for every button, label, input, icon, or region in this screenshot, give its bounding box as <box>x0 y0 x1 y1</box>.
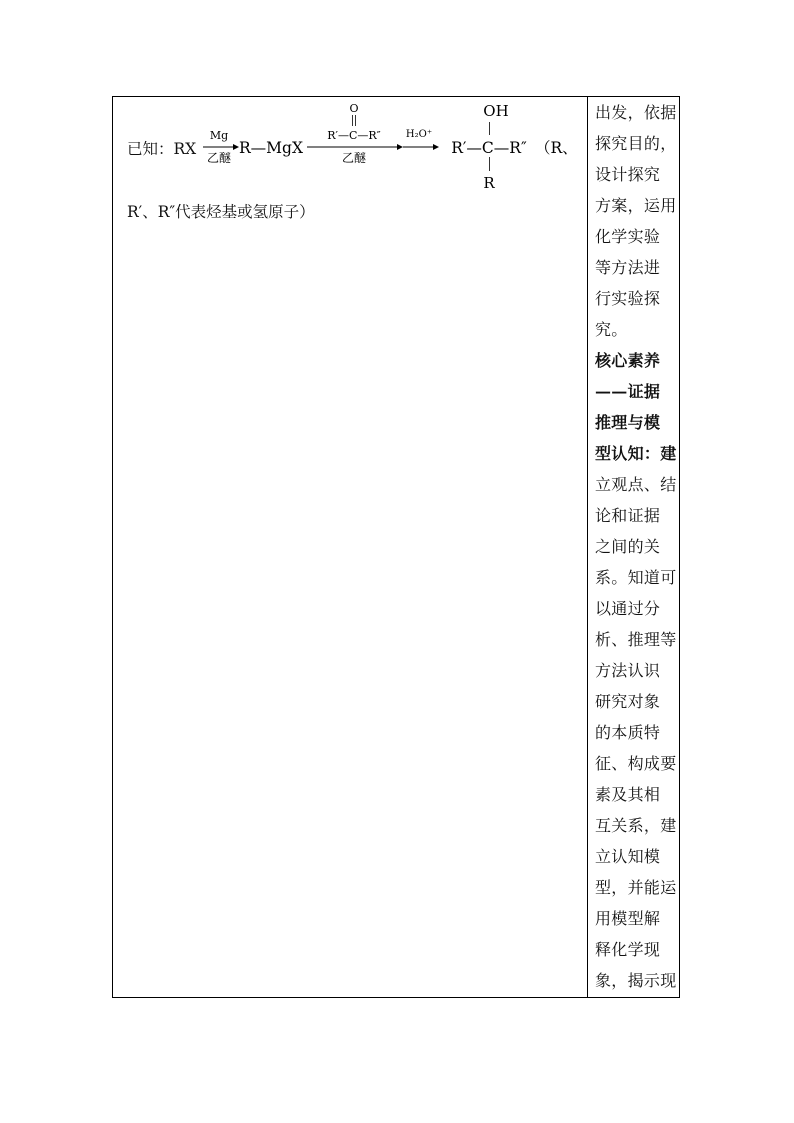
ketone-oxygen: O <box>349 102 359 115</box>
side-column-line: 型认知：建 <box>595 444 677 463</box>
side-column-line: 释化学现 <box>595 940 661 959</box>
side-column-line: 设计探究 <box>595 165 661 184</box>
side-column-line: 核心素养 <box>595 351 661 370</box>
content-table <box>112 96 680 998</box>
side-column-line: 征、构成要 <box>595 754 677 773</box>
side-column-line: 型，并能运 <box>595 878 677 897</box>
side-column-line: 的本质特 <box>595 723 661 742</box>
step1-solvent: 乙醚 <box>206 151 232 165</box>
grignard-reaction-scheme <box>113 97 587 207</box>
side-column-line: 之间的关 <box>595 537 661 556</box>
product-center: R′—C—R″ <box>451 139 527 157</box>
note-start: （R、 <box>535 139 578 157</box>
product-r: R <box>483 174 495 192</box>
arrow-2-head <box>397 144 403 150</box>
side-column-line: 论和证据 <box>595 506 661 525</box>
side-column-line: 探究目的， <box>595 134 677 153</box>
column-divider <box>587 97 588 997</box>
side-column-line: ——证据 <box>595 382 661 401</box>
side-column-line: 究。 <box>595 320 628 339</box>
side-column-line: 化学实验 <box>595 227 661 246</box>
side-column-line: 立认知模 <box>595 847 661 866</box>
arrow-3-head <box>433 144 439 150</box>
side-column-line: 系。知道可 <box>595 568 677 587</box>
side-column-line: 析、推理等 <box>595 630 677 649</box>
side-column-line: 推理与模 <box>595 413 661 432</box>
step2-solvent: 乙醚 <box>341 151 367 165</box>
note-end: R′、R″代表烃基或氢原子） <box>127 203 315 221</box>
side-column-line: 象，揭示现 <box>595 971 677 990</box>
side-column <box>589 97 680 997</box>
side-column-line: 立观点、结 <box>595 475 677 494</box>
side-column-line: 方法认识 <box>595 661 661 680</box>
side-column-line: 素及其相 <box>595 785 661 804</box>
side-column-line: 研究对象 <box>595 692 661 711</box>
product-oh: OH <box>483 102 509 120</box>
side-column-line: 出发，依据 <box>595 103 677 122</box>
side-column-line: 等方法进 <box>595 258 661 277</box>
known-prefix: 已知：RX <box>127 140 197 158</box>
ketone-formula: R′—C—R″ <box>327 129 381 142</box>
step1-reagent: Mg <box>209 129 229 142</box>
side-column-line: 用模型解 <box>595 909 661 928</box>
side-column-line: 方案，运用 <box>595 196 677 215</box>
side-column-line: 以通过分 <box>595 599 661 618</box>
side-column-line: 互关系，建 <box>595 816 677 835</box>
intermediate: R—MgX <box>239 139 303 157</box>
step3-reagent: H₂O⁺ <box>405 129 433 140</box>
side-column-line: 行实验探 <box>595 289 661 308</box>
